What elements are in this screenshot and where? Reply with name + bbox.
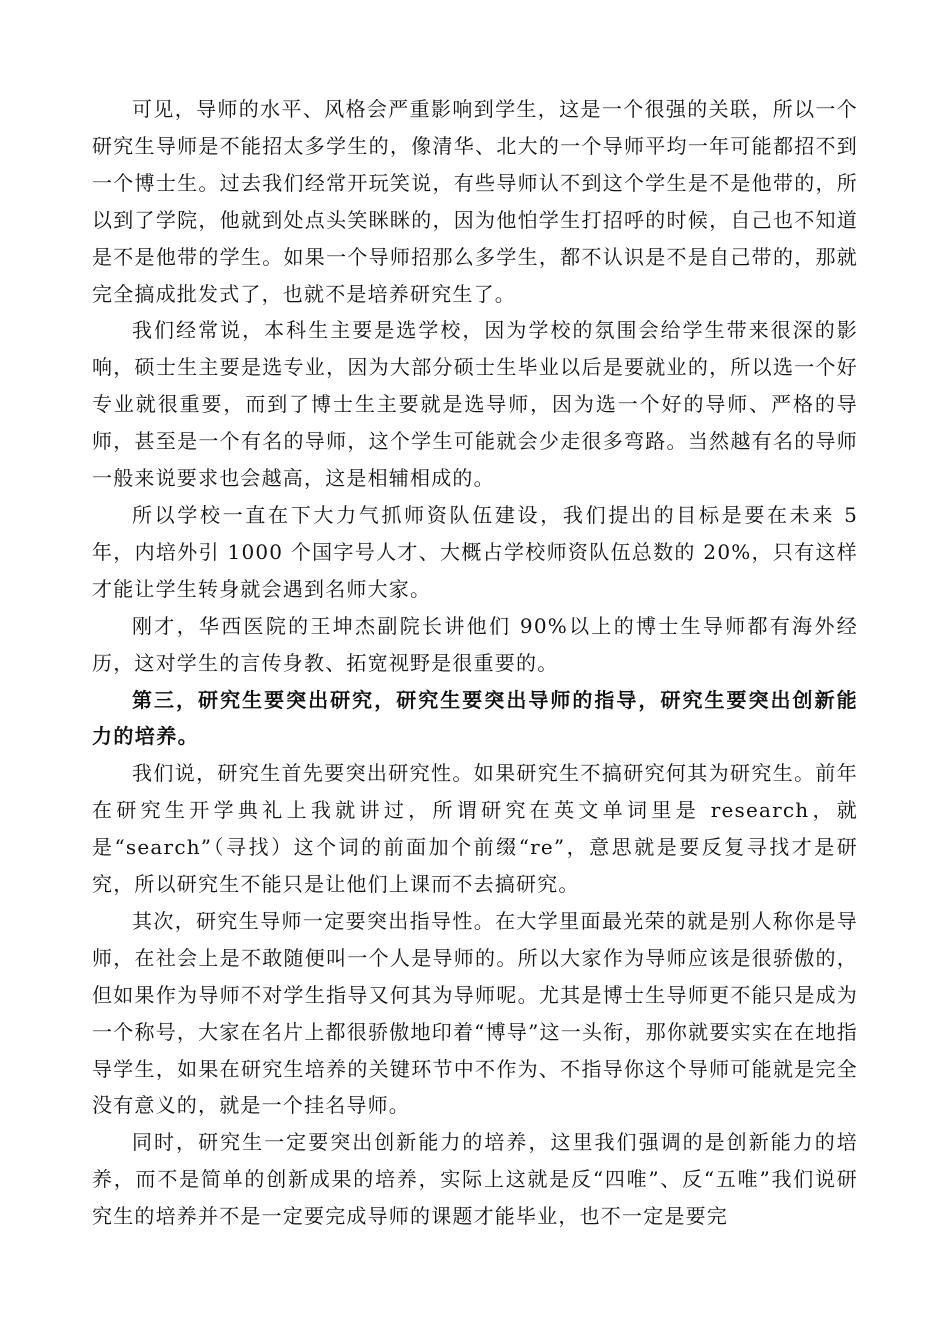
paragraph-advisor-guidance: 其次，研究生导师一定要突出指导性。在大学里面最光荣的就是别人称你是导师，在社会上是不敢随便叫一个人是导师的。所以大家作为导师应该是很骄傲的，但如果作为导师不对学生指导又何其为导师呢。尤其是博士生导师更不能只是成为一个称号，大家在名片上都很骄傲地印着“博导”这一头衔，那你就要实实在在地指导学生，如果在研究生培养的关键环节中不作为、不指导你这个导师可能就是完全没有意义的，就是一个挂名导师。 [92,908,858,1118]
paragraph-overseas-experience: 刚才，华西医院的王坤杰副院长讲他们 90%以上的博士生导师都有海外经历，这对学生的言传身教、拓宽视野是很重要的。 [92,613,858,675]
document-body [92,91,858,1235]
section-heading-third-point: 第三，研究生要突出研究，研究生要突出导师的指导，研究生要突出创新能力的培养。 [92,687,858,749]
paragraph-faculty-building: 所以学校一直在下大力气抓师资队伍建设，我们提出的目标是要在未来 5 年，内培外引 1000 个国字号人才、大概占学校师资队伍总数的 20%，只有这样才能让学生转身就会遇到名师大家。 [92,502,858,601]
paragraph-innovation-ability: 同时，研究生一定要突出创新能力的培养，这里我们强调的是创新能力的培养，而不是简单的创新成果的培养，实际上这就是反“四唯”、反“五唯”我们说研究生的培养并不是一定要完成导师的课题才能毕业，也不一定是要完 [92,1130,858,1229]
paragraph-advisor-influence: 可见，导师的水平、风格会严重影响到学生，这是一个很强的关联，所以一个研究生导师是不能招太多学生的，像清华、北大的一个导师平均一年可能都招不到一个博士生。过去我们经常开玩笑说，有些导师认不到这个学生是不是他带的，所以到了学院，他就到处点头笑眯眯的，因为他怕学生打招呼的时候，自己也不知道是不是他带的学生。如果一个导师招那么多学生，都不认识是不是自己带的，那就完全搞成批发式了，也就不是培养研究生了。 [92,97,858,306]
paragraph-research-emphasis: 我们说，研究生首先要突出研究性。如果研究生不搞研究何其为研究生。前年在研究生开学典礼上我就讲过，所谓研究在英文单词里是 research，就是“search”（寻找）这个词的前面加个前缀“re”，意思就是要反复寻找才是研究，所以研究生不能只是让他们上课而不去搞研究。 [92,761,858,897]
paragraph-school-major-advisor: 我们经常说，本科生主要是选学校，因为学校的氛围会给学生带来很深的影响，硕士生主要是选专业，因为大部分硕士生毕业以后是要就业的，所以选一个好专业就很重要，而到了博士生主要就是选导师，因为选一个好的导师、严格的导师，甚至是一个有名的导师，这个学生可能就会少走很多弯路。当然越有名的导师一般来说要求也会越高，这是相辅相成的。 [92,318,858,491]
